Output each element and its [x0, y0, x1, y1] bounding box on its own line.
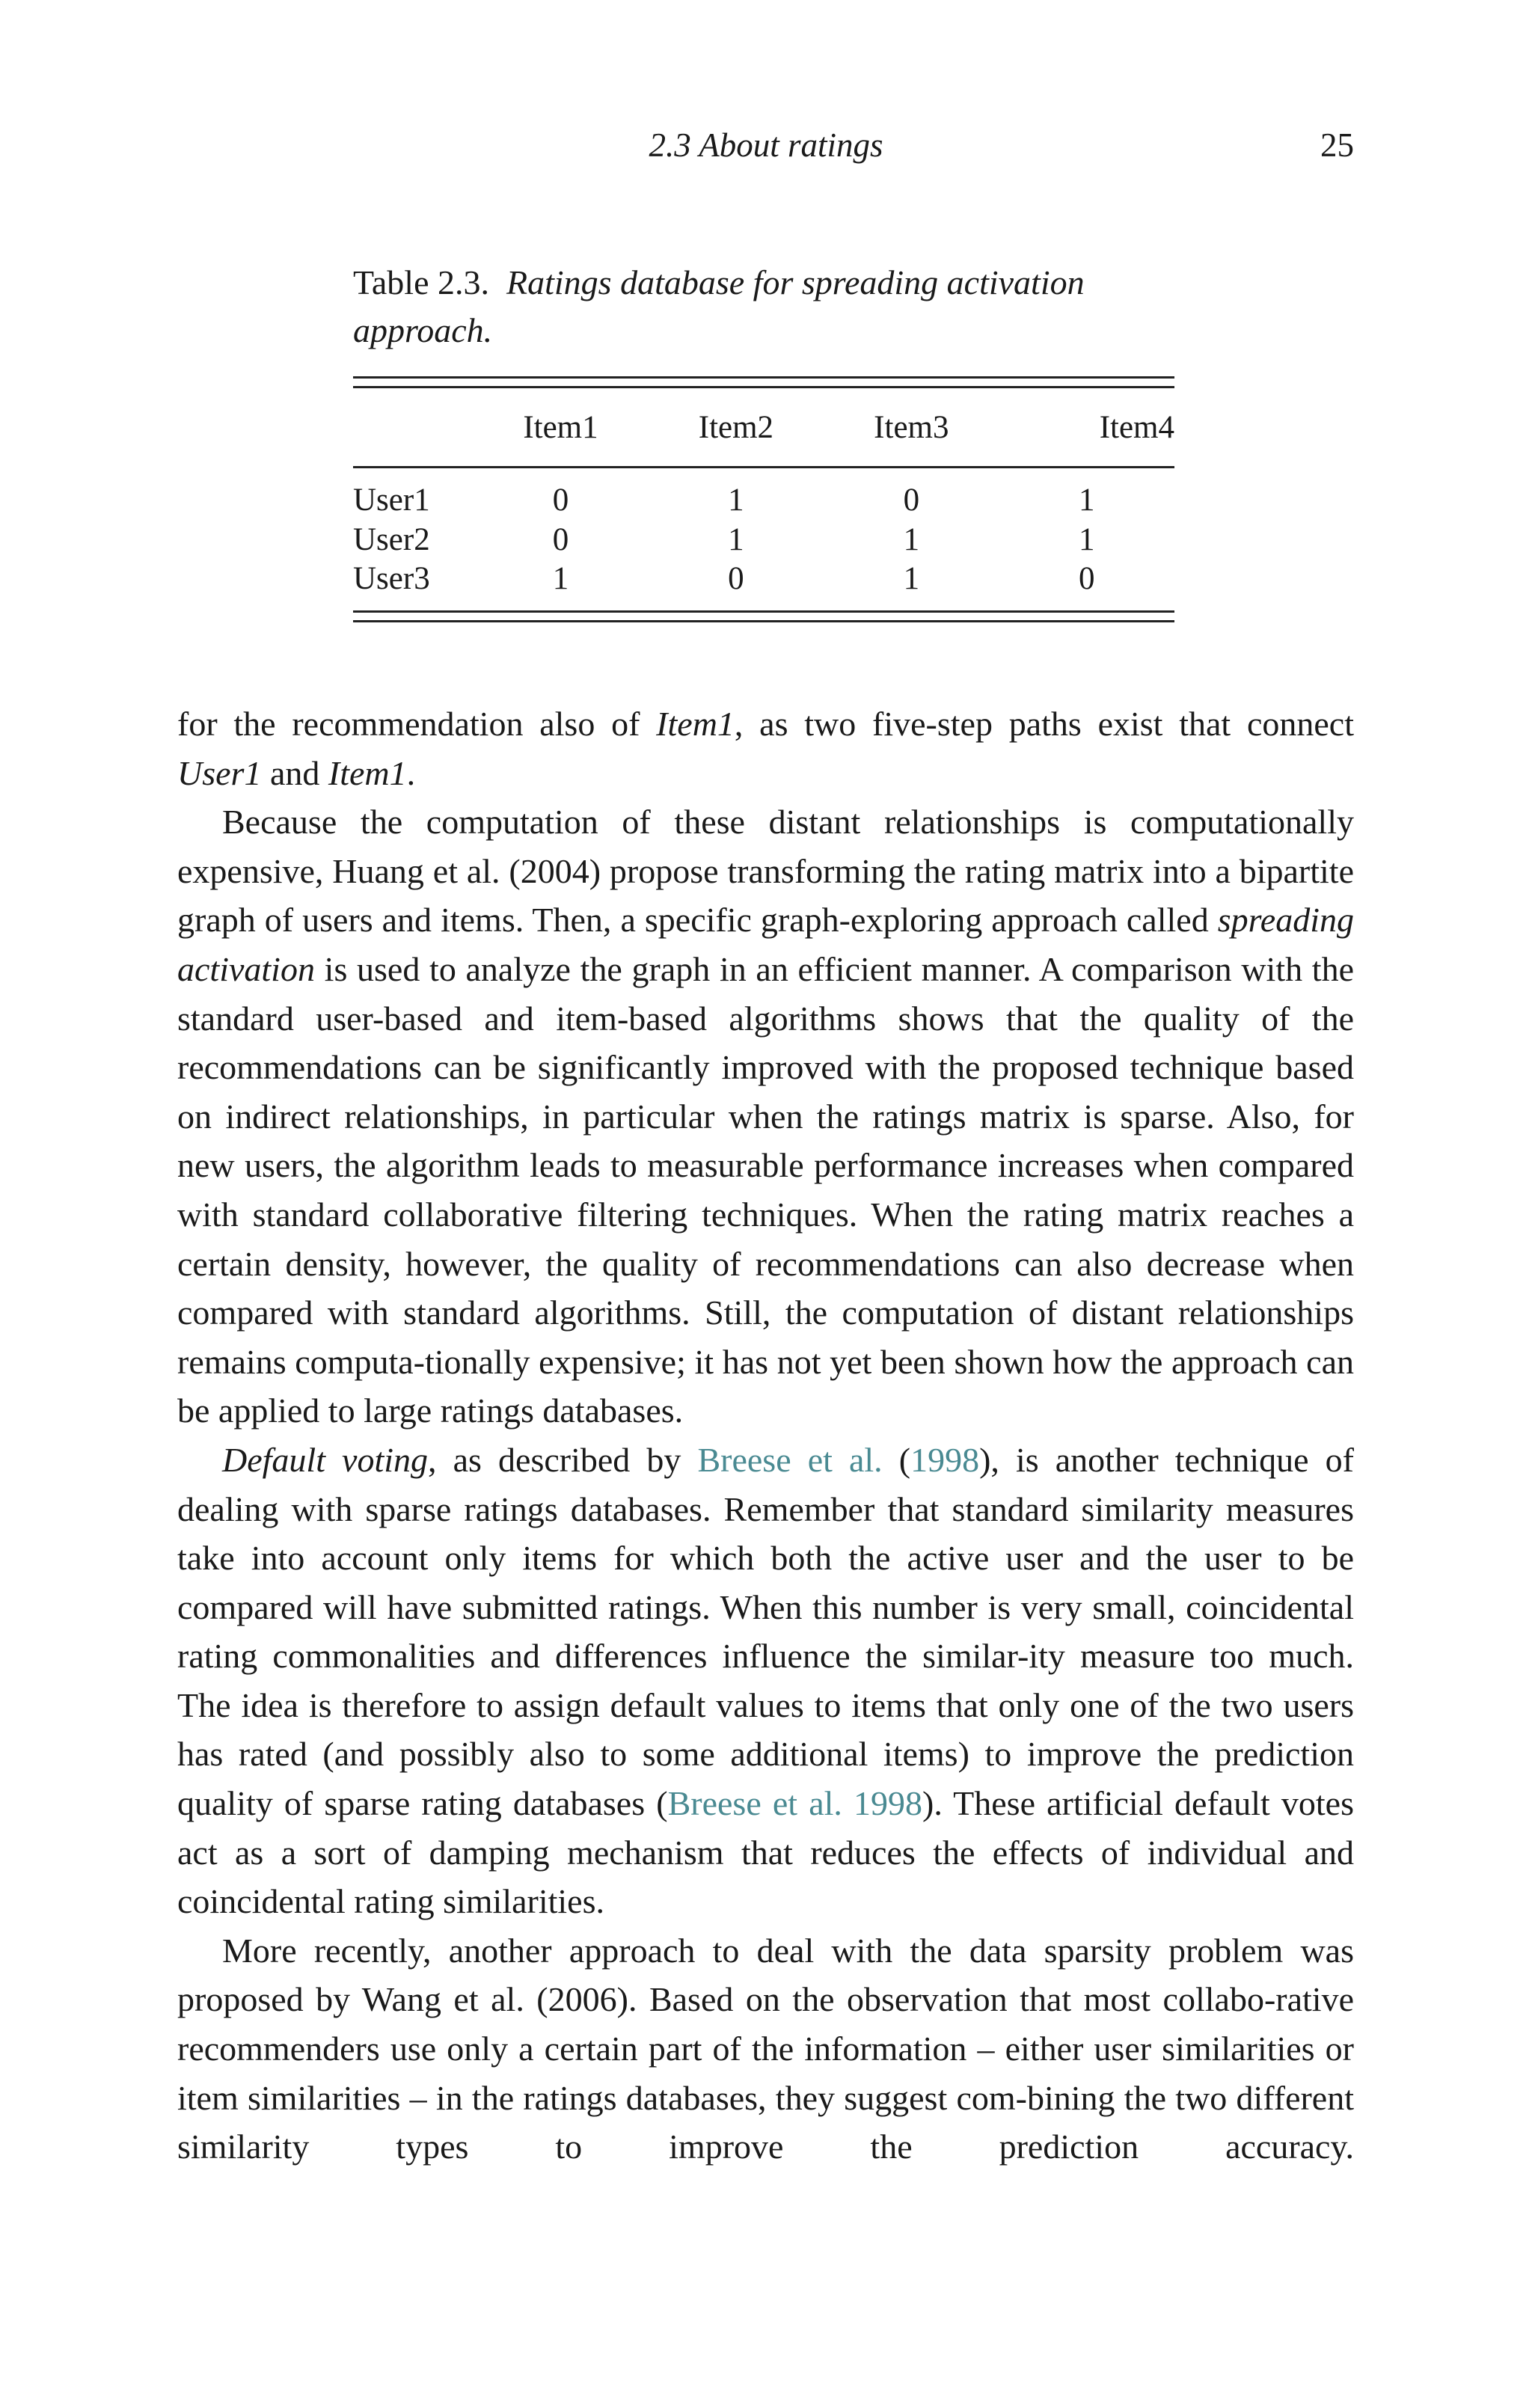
table-bottom-rule [353, 610, 1174, 622]
table-cell: 1 [552, 561, 569, 596]
text-run: Because the computation of these distant relationships is computationally expensive, Huang et al. (2004) propose transforming the rating matrix into a bipartite graph of users and items. Then, a specific graph-exploring approach called [177, 803, 1354, 940]
table-row [353, 468, 1174, 518]
text-run: and [261, 753, 328, 792]
table-caption-label: Table 2.3. [353, 263, 490, 301]
text-run: is used to analyze the graph in an efficient manner. A comparison with the standard user-based and item-based algorithms shows that the quality of the recommendations can be significantly improved with the proposed technique based on indirect relationships, in particular when the ratings matrix is sparse. Also, for new users, the algorithm leads to measurable performance increases when compared with standard collaborative filtering techniques. When the rating matrix reaches a certain density, however, the quality of recommendations can also decrease when compared with standard algorithms. Still, the computation of distant relationships remains computa-tionally expensive; it has not yet been shown how the approach can be applied to large ratings databases. [177, 949, 1354, 1430]
table-row [353, 518, 1174, 560]
table-cell: 1 [903, 561, 920, 596]
table-cell: 1 [1079, 521, 1095, 557]
citation-link[interactable]: Breese et al. 1998 [667, 1784, 923, 1823]
table-header-row [353, 388, 1174, 466]
ratings-table [353, 376, 1174, 622]
table-header-cell: Item2 [698, 409, 774, 445]
table-cell: 0 [903, 482, 920, 518]
section-title: 2.3 About ratings [649, 126, 883, 164]
table-row-label: User3 [353, 561, 430, 596]
text-run: ( [882, 1440, 911, 1479]
citation-link[interactable]: Breese et al. [697, 1440, 883, 1479]
table-row-label: User1 [353, 482, 430, 518]
citation-link[interactable]: 1998 [910, 1440, 980, 1479]
italic-term: Item1 [656, 705, 735, 743]
table-cell: 0 [552, 482, 569, 518]
ratings-table-grid [353, 388, 1174, 610]
text-run: ), is another technique of dealing with sparse ratings databases. Remember that standard similarity measures take into account only items for which both the active user and the user to be compared will have submitted ratings. When this number is very small, coincidental rating commonalities and differences influence the similar-ity measure too much. The idea is therefore to assign default values to items that only one of the two users has rated (and possibly also to some additional items) to improve the prediction quality of sparse rating databases ( [177, 1440, 1354, 1823]
running-head [0, 126, 1532, 175]
table-header-cell: Item1 [523, 409, 598, 445]
table-row [353, 560, 1174, 610]
table-cell: 1 [1079, 482, 1095, 518]
table-caption-text: Ratings database for spreading activation approach. [353, 263, 1085, 349]
body-text [177, 699, 1354, 2172]
text-run: . [406, 753, 416, 792]
italic-term: User1 [177, 753, 262, 792]
italic-term: Default voting [222, 1440, 429, 1479]
text-run: for the recommendation also of [177, 705, 657, 743]
table-cell: 0 [1079, 561, 1095, 596]
italic-term: Item1 [328, 753, 407, 792]
text-run: , as described by [428, 1440, 698, 1479]
table-top-rule [353, 376, 1174, 388]
paragraph-1 [177, 699, 1354, 797]
table-cell: 1 [728, 482, 744, 518]
page-number: 25 [1320, 126, 1354, 164]
table-header-cell [353, 388, 473, 466]
table-header-cell: Item4 [1099, 409, 1174, 445]
paragraph-4 [177, 1926, 1354, 2172]
table-caption [353, 259, 1176, 355]
paragraph-3 [177, 1436, 1354, 1926]
italic-term: spreading activation [177, 901, 1354, 988]
table-row-label: User2 [353, 521, 430, 557]
table-cell: 1 [728, 521, 744, 557]
table-header-cell: Item3 [874, 409, 949, 445]
text-run: More recently, another approach to deal with the data sparsity problem was proposed by Wang et al. (2006). Based on the observation that most collabo-rative recommenders use only a certain part of the information – either user similarities or item similarities – in the ratings databases, they suggest com-bining the two different similarity types to improve the prediction accuracy. [177, 1931, 1354, 2166]
text-run: ). These artificial default votes act as a sort of damping mechanism that reduces the effects of individual and coincidental rating similarities. [177, 1784, 1354, 1921]
table-cell: 0 [728, 561, 744, 596]
paragraph-2 [177, 797, 1354, 1436]
table-cell: 1 [903, 521, 920, 557]
text-run: , as two five-step paths exist that connect [734, 705, 1354, 743]
table-cell: 0 [552, 521, 569, 557]
